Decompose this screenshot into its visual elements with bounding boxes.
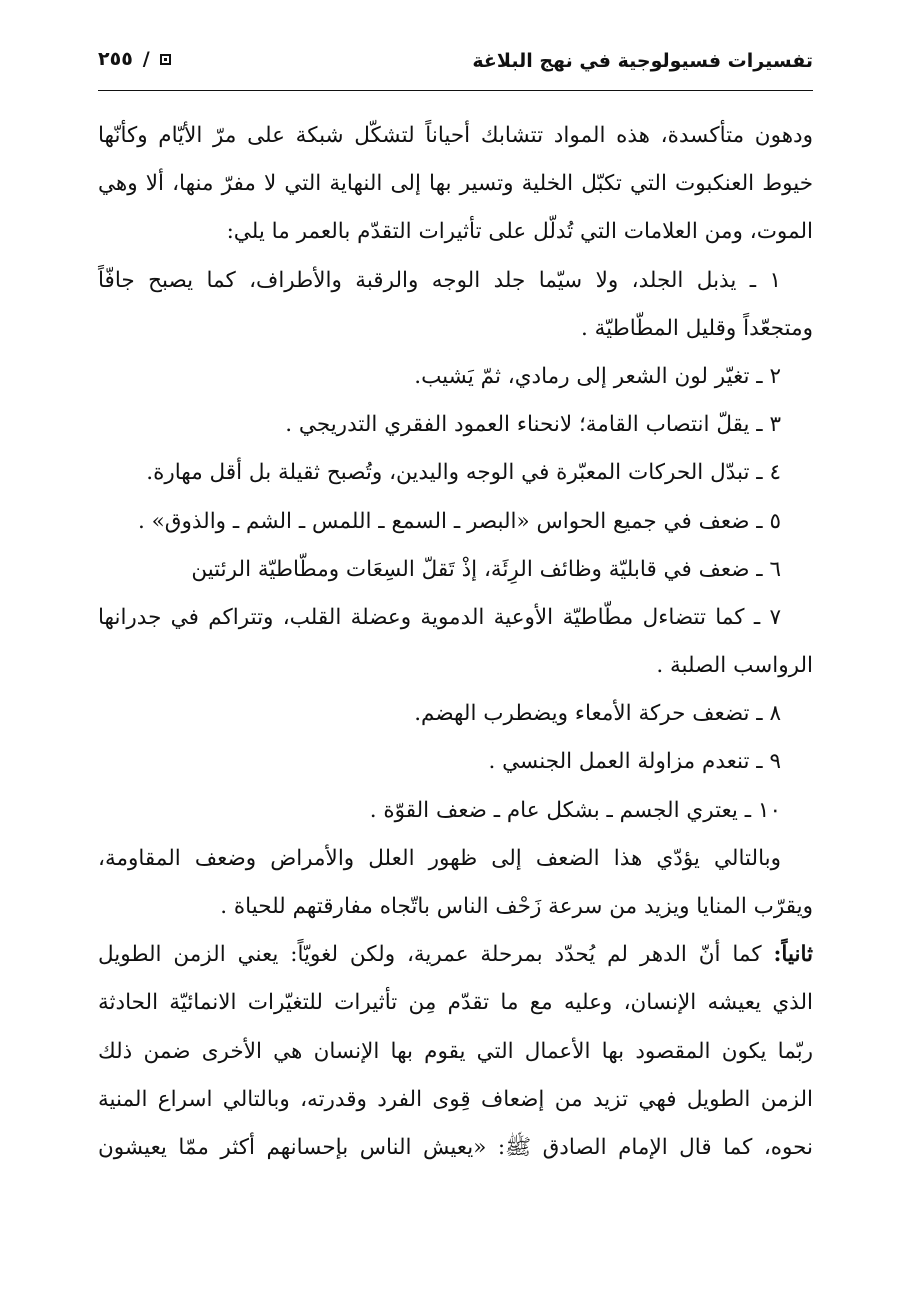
text-line: خيوط العنكبوت التي تكبّل الخلية وتسير بها إلى النهاية التي لا مفرّ منها، ألا وهي xyxy=(98,171,813,197)
text-line: الرواسب الصلبة . xyxy=(656,653,813,679)
text-line: ويقرّب المنايا ويزيد من سرعة زَحْف الناس باتّجاه مفارقتهم للحياة . xyxy=(220,894,813,919)
list-item-1: ١ ـ يذبل الجلد، ولا سيّما جلد الوجه والرقبة والأطراف، كما يصبح جافّاً xyxy=(98,267,781,293)
list-item-4: ٤ ـ تبدّل الحركات المعبّرة في الوجه واليدين، وتُصبح ثقيلة بل أقل مهارة. xyxy=(146,460,781,486)
list-item-5: ٥ ـ ضعف في جميع الحواس «البصر ـ السمع ـ اللمس ـ الشم ـ والذوق» . xyxy=(137,508,781,534)
list-item-3: ٣ ـ يقلّ انتصاب القامة؛ لانحناء العمود الفقري التدريجي . xyxy=(285,412,781,438)
text-line: ربّما يكون المقصود بها الأعمال التي يقوم بها الإنسان هي الأخرى ضمن ذلك xyxy=(98,1038,813,1064)
text-line: الموت، ومن العلامات التي تُدلّل على تأثيرات التقدّم بالعمر ما يلي: xyxy=(226,219,813,245)
text-line: الزمن الطويل فهي تزيد من إضعاف قِوى الفرد وقدرته، وبالتالي اسراع المنية xyxy=(98,1086,813,1112)
header-rule xyxy=(98,90,813,91)
text-line: نحوه، كما قال الإمام الصادق ﷺ: «يعيش الناس بإحسانهم أكثر ممّا يعيشون xyxy=(98,1134,813,1160)
list-item-10: ١٠ ـ يعتري الجسم ـ بشكل عام ـ ضعف القوّة . xyxy=(369,797,781,823)
text-line: الذي يعيشه الإنسان، وعليه مع ما تقدّم مِن تأثيرات للتغيّرات الانمائيّة الحادثة xyxy=(98,990,813,1016)
square-ornament-icon xyxy=(160,54,171,65)
list-item-9: ٩ ـ تنعدم مزاولة العمل الجنسي . xyxy=(488,749,781,775)
list-item-2: ٢ ـ تغيّر لون الشعر إلى رمادي، ثمّ يَشيب. xyxy=(414,363,781,389)
list-item-6: ٦ ـ ضعف في قابليّة وظائف الرِئَة، إذْ تَقلّ السِعَات ومطّاطيّة الرئتين xyxy=(191,556,781,582)
list-item-8: ٨ ـ تضعف حركة الأمعاء ويضطرب الهضم. xyxy=(414,701,781,727)
text-line: ودهون متأكسدة، هذه المواد تتشابك أحياناً لتشكّل شبكة على مرّ الأيّام وكأنّها xyxy=(98,123,813,148)
text-line: ومتجعّداً وقليل المطّاطيّة . xyxy=(580,315,813,341)
text-line: وبالتالي يؤدّي هذا الضعف إلى ظهور العلل والأمراض وضعف المقاومة، xyxy=(98,845,781,871)
paragraph-text: كما أنّ الدهر لم يُحدّد بمرحلة عمرية، ولكن لغويّاً: يعني الزمن الطويل xyxy=(98,942,762,968)
header-title: تفسيرات فسيولوجية في نهج البلاغة xyxy=(472,50,813,72)
lead-word: ثانياً: xyxy=(773,942,813,968)
header-page-info xyxy=(98,48,171,70)
running-header xyxy=(98,44,813,84)
list-item-7: ٧ ـ كما تتضاءل مطّاطيّة الأوعية الدموية وعضلة القلب، وتتراكم في جدرانها xyxy=(98,604,781,630)
page-number: ٢٥٥ xyxy=(98,48,133,70)
header-separator: / xyxy=(142,48,150,70)
text-line xyxy=(98,931,813,979)
body-text xyxy=(98,112,813,1172)
